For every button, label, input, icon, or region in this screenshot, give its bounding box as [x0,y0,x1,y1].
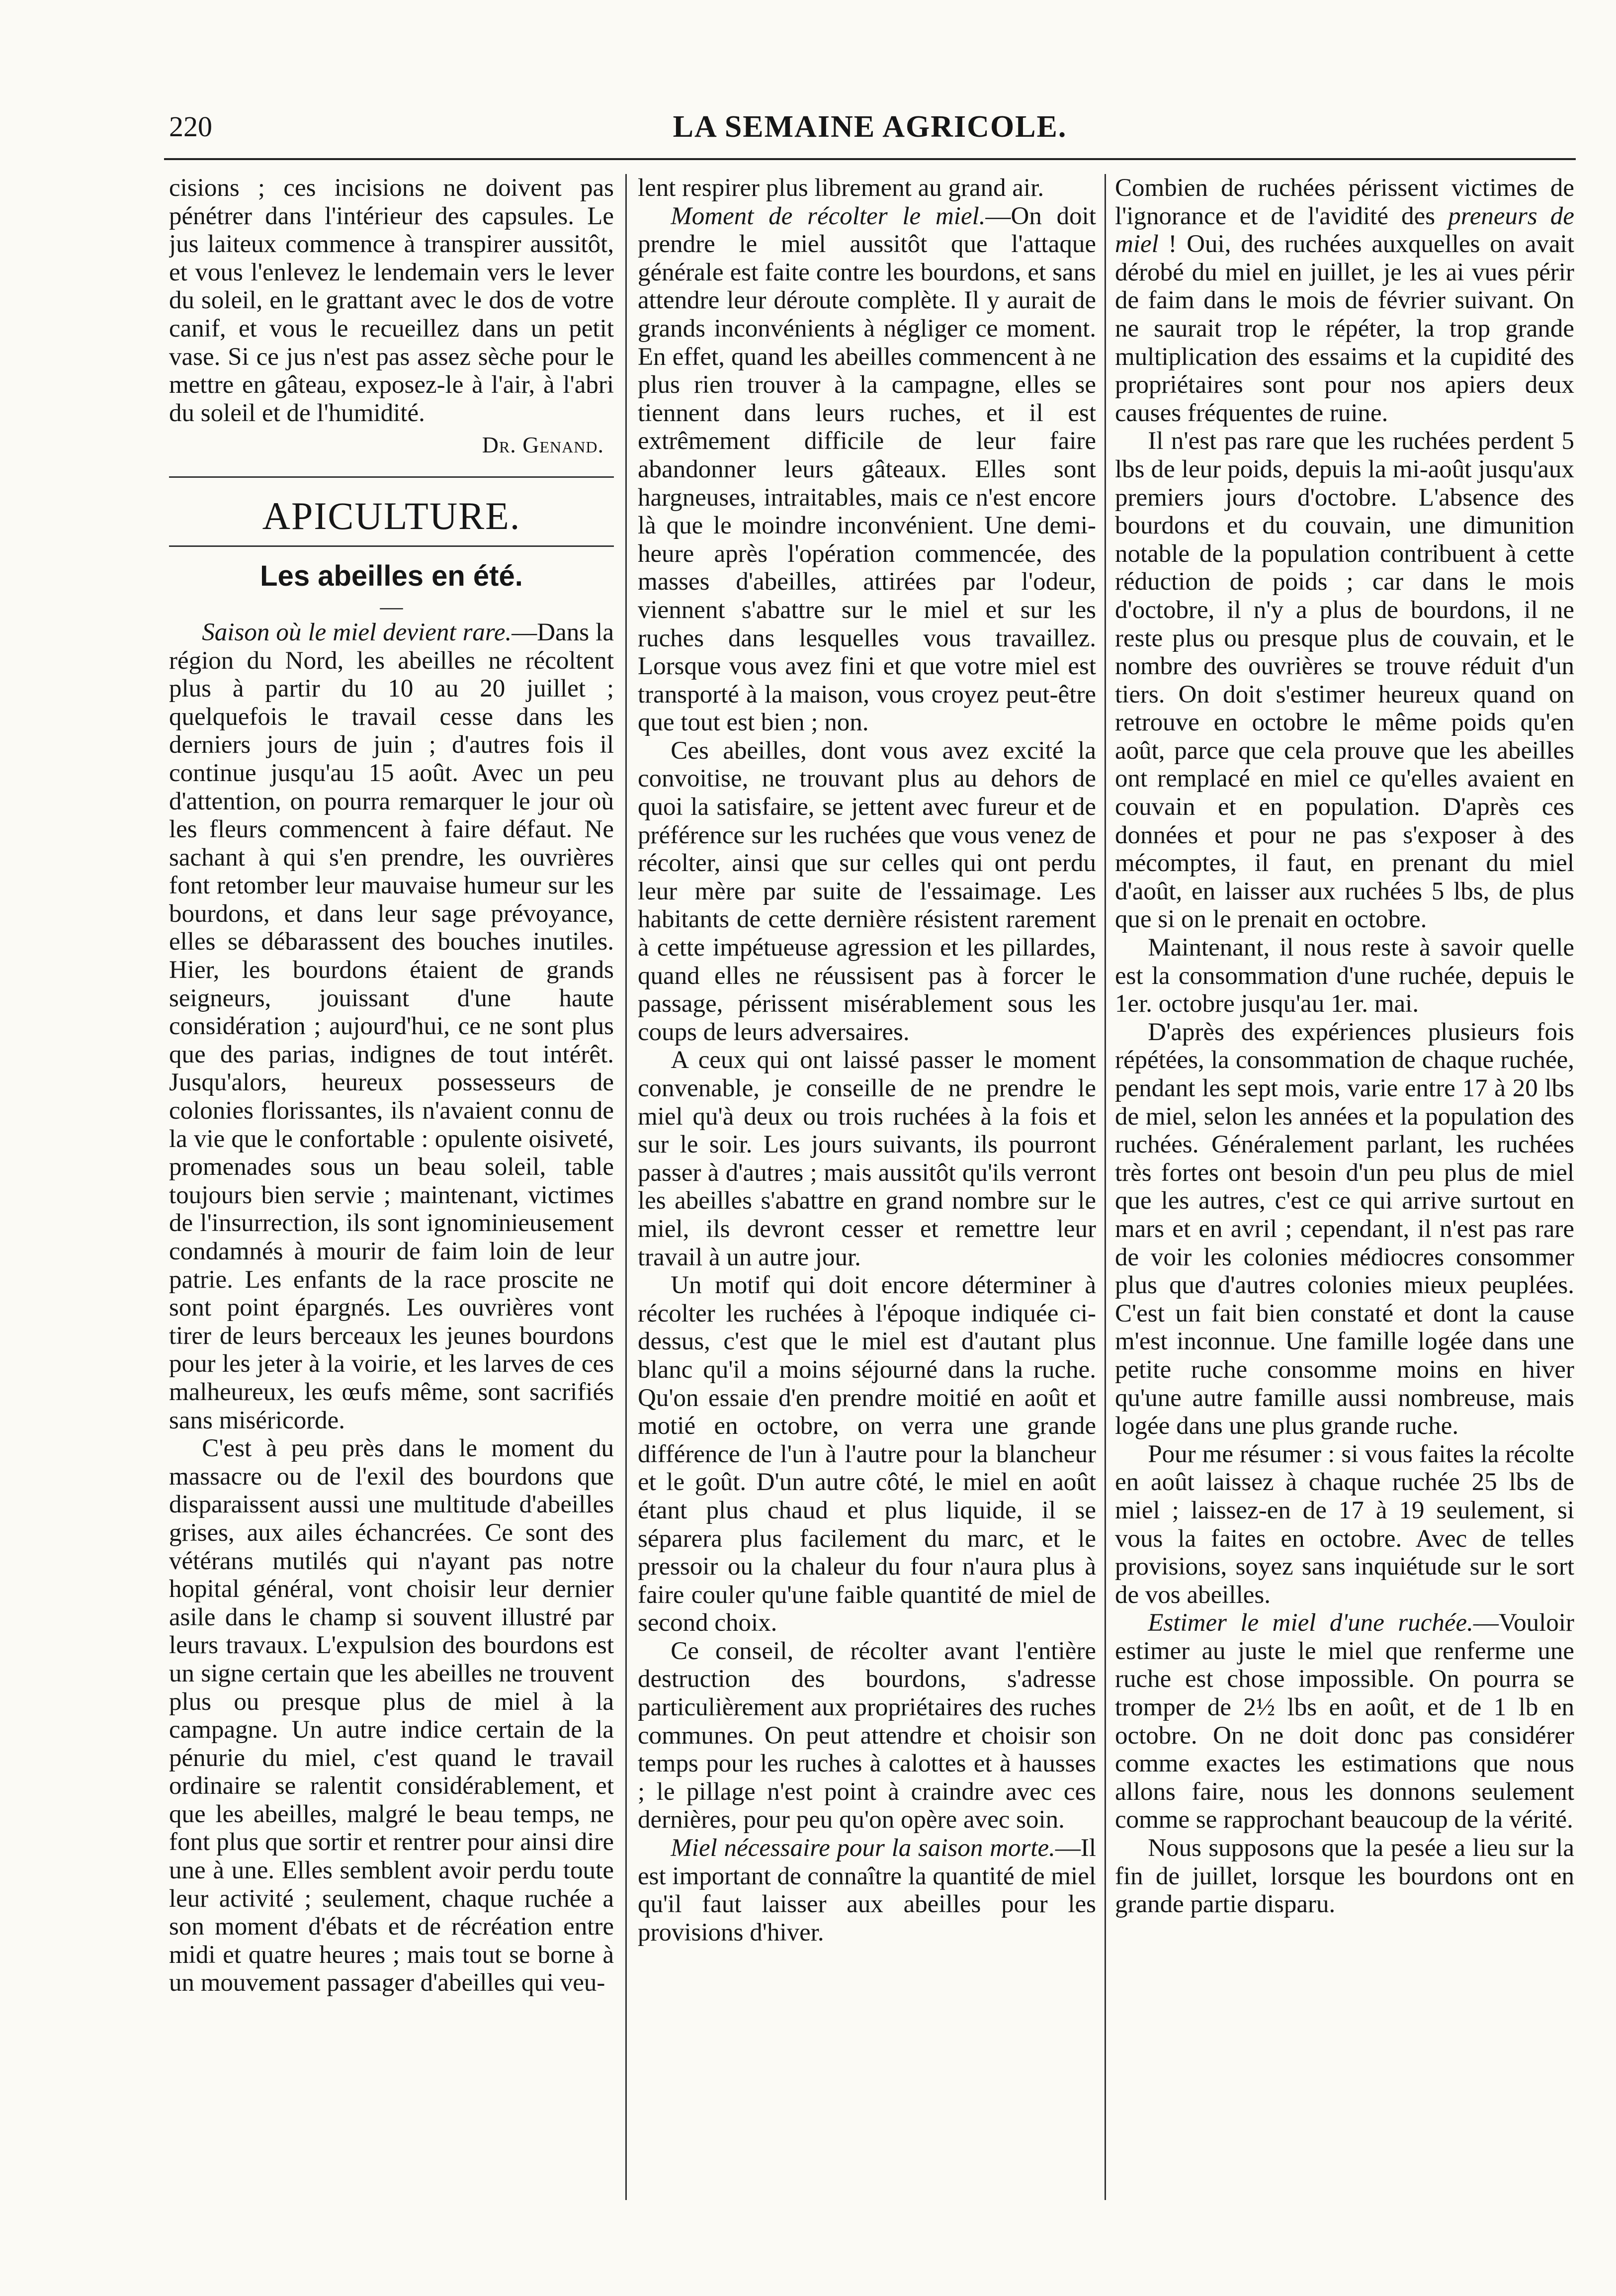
author-signature: Dr. Genand. [482,432,604,458]
paragraph: Miel nécessaire pour la saison morte.—Il est important de connaître la quantité de miel qu'il faut laisser aux abeilles pour les provisions d'hiver. [638,1834,1096,1946]
paragraph: D'après des expériences plusieurs fois répétées, la consommation de chaque ruchée, pendant les sept mois, varie entre 17 à 20 lbs de miel, selon les années et la population des ruchées. Généralement parlant, les ruchées très fortes ont besoin d'un peu plus de miel que les autres, c'est ce qui arrive surtout en mars et en avril ; cependant, il n'est pas rare de voir les colonies médiocres consommer plus que d'autres colonies mieux peuplées. C'est un fait bien constaté et dont la cause m'est inconnue. Une famille logée dans une petite ruche consomme moins en hiver qu'une autre famille aussi nombreuse, mais logée dans une plus grande ruche. [1115,1018,1574,1440]
column-right [1115,174,1574,2203]
article-title: Les abeilles en été. [260,559,523,592]
paragraph: Estimer le miel d'une ruchée.—Vouloir estimer au juste le miel que renferme une ruche est chose impossible. On pourra se tromper de 2½ lbs en août, et de 1 lb en octobre. On ne doit donc pas considérer comme exactes les estimations que nous allons faire, nous les donnons seulement comme se rapprochant beaucoup de la vérité. [1115,1609,1574,1834]
paragraph: Saison où le miel devient rare.—Dans la région du Nord, les abeilles ne récoltent plus à partir du 10 au 20 juillet ; quelquefois le travail cesse dans les derniers jours de juin ; d'autres fois il continue jusqu'au 15 août. Avec un peu d'attention, on pourra remarquer le jour où les fleurs commencent à faire défaut. Ne sachant à qui s'en prendre, les ouvrières font retomber leur mauvaise humeur sur les bourdons, et dans leur sage prévoyance, elles se débarassent des bouches inutiles. Hier, les bourdons étaient de grands seigneurs, jouissant d'une haute considération ; aujourd'hui, ce ne sont plus que des parias, indignes de tout intérêt. Jusqu'alors, heureux possesseurs de colonies florissantes, ils n'avaient connu de la vie que le confortable : opulente oisiveté, promenades sous un beau soleil, table toujours bien servie ; maintenant, victimes de l'insurrection, ils sont ignominieusement condamnés à mourir de faim loin de leur patrie. Les enfants de la race proscite ne sont point épargnés. Les ouvrières vont tirer de leurs berceaux les jeunes bourdons pour les jeter à la voirie, et les larves de ces malheureux, les œufs même, sont sacrifiés sans miséricorde. [169,618,614,1434]
paragraph: Ce conseil, de récolter avant l'entière destruction des bourdons, s'adresse particulièrement aux propriétaires des ruches communes. On peut attendre et choisir son temps pour les ruches à calottes et à hausses ; le pillage n'est point à craindre avec ces dernières, pour peu qu'on opère avec soin. [638,1637,1096,1834]
paragraph: cisions ; ces incisions ne doivent pas pénétrer dans l'intérieur des capsules. Le jus laiteux commence à transpirer aussitôt, et vous l'enlevez le lendemain vers le lever du soleil, en le grattant avec le dos de votre canif, et vous le recueillez dans un petit vase. Si ce jus n'est pas assez sèche pour le mettre en gâteau, exposez-le à l'air, à l'abri du soleil et de l'humidité. [169,174,614,427]
paragraph: Un motif qui doit encore déterminer à récolter les ruchées à l'époque indiquée ci-dessus, c'est que le miel est d'autant plus blanc qu'il a moins séjourné dans la ruche. Qu'on essaie d'en prendre moitié en août et motié en octobre, on verra une grande différence de l'un à l'autre pour la blancheur et le goût. D'un autre côté, le miel en août étant plus chaud et plus liquide, il se séparera plus facilement du marc, et le pressoir ou la chaleur du four n'aura plus à faire couler qu'une faible quantité de miel de second choix. [638,1271,1096,1637]
title-dash: — [380,593,403,619]
column-divider [625,174,627,2200]
subheading: Saison où le miel devient rare. [202,618,512,646]
page-header [164,107,1576,152]
paragraph: lent respirer plus librement au grand air. [638,174,1044,202]
paragraph: Moment de récolter le miel.—On doit prendre le miel aussitôt que l'attaque générale est faite contre les bourdons, et sans attendre leur déroute complète. Il y aurait de grands inconvénients à négliger ce moment. En effet, quand les abeilles commencent à ne plus rien trouver à la campagne, elles se tiennent dans leurs ruches, et il est extrêmement difficile de leur faire abandonner leurs gâteaux. Elles sont hargneuses, intraitables, mais ce n'est encore là que le moindre inconvénient. Une demi-heure après l'opération commencée, des masses d'abeilles, attirées par l'odeur, viennent s'abattre sur le miel et sur les ruches dans lesquelles vous travaillez. Lorsque vous avez fini et que votre miel est transporté à la maison, vous croyez peut-être que tout est bien ; non. [638,202,1096,737]
subheading: Miel nécessaire pour la saison morte. [671,1834,1055,1862]
page-number: 220 [169,110,212,143]
subheading: Moment de récolter le miel. [671,202,986,230]
paragraph: Pour me résumer : si vous faites la récolte en août laissez à chaque ruchée 25 lbs de miel ; laissez-en de 17 à 19 seulement, si vous la faites en octobre. Avec de telles provisions, soyez sans inquiétude sur le sort de vos abeilles. [1115,1440,1574,1609]
header-rule [164,158,1576,160]
section-rule [169,545,614,547]
paragraph: Nous supposons que la pesée a lieu sur la fin de juillet, lorsque les bourdons ont en grande partie disparu. [1115,1834,1574,1919]
paragraph: A ceux qui ont laissé passer le moment convenable, je conseille de ne prendre le miel qu'à deux ou trois ruchées à la fois et sur le soir. Les jours suivants, ils pourront passer à d'autres ; mais aussitôt qu'ils verront les abeilles s'abattre en grand nombre sur le miel, ils devront cesser et remettre leur travail à un autre jour. [638,1046,1096,1271]
paragraph: Maintenant, il nous reste à savoir quelle est la consommation d'une ruchée, depuis le 1er. octobre jusqu'au 1er. mai. [1115,934,1574,1018]
section-title: APICULTURE. [262,494,521,537]
journal-title: LA SEMAINE AGRICOLE. [673,110,1067,144]
paragraph: Combien de ruchées périssent victimes de l'ignorance et de l'avidité des preneurs de miel ! Oui, des ruchées auxquelles on avait dérobé du miel en juillet, je les ai vues périr de faim dans le mois de février suivant. On ne saurait trop le répéter, la trop grande multiplication des essaims et la cupidité des propriétaires sont pour nos apiers deux causes fréquentes de ruine. [1115,174,1574,427]
paragraph: C'est à peu près dans le moment du massacre ou de l'exil des bourdons que disparaissent aussi une multitude d'abeilles grises, aux ailes échancrées. Ce sont des vétérans mutilés qui n'ayant pas notre hopital général, vont choisir leur dernier asile dans le champ si souvent illustré par leurs travaux. L'expulsion des bourdons est un signe certain que les abeilles ne trouvent plus ou presque plus de miel à la campagne. Un autre indice certain de la pénurie du miel, c'est quand le travail ordinaire se ralentit considérablement, et que les abeilles, malgré le beau temps, ne font plus que sortir et rentrer pour ainsi dire une à une. Elles semblent avoir perdu toute leur activité ; seulement, chaque ruchée a son moment d'ébats et de récréation entre midi et quatre heures ; mais tout se borne à un mouvement passager d'abeilles qui veu- [169,1434,614,1997]
column-middle [638,174,1096,2203]
column-divider [1105,174,1106,2200]
section-rule [169,476,614,478]
paragraph: Ces abeilles, dont vous avez excité la convoitise, ne trouvant plus au dehors de quoi la satisfaire, se jettent avec fureur et de préférence sur les ruchées que vous venez de récolter, ainsi que sur celles qui ont perdu leur mère par suite de l'essaimage. Les habitants de cette dernière résistent rarement à cette impétueuse agression et les pillardes, quand elles ne réussisent pas à forcer le passage, périssent misérablement sous les coups de leurs adversaires. [638,736,1096,1046]
paragraph: Il n'est pas rare que les ruchées perdent 5 lbs de leur poids, depuis la mi-août jusqu'aux premiers jours d'octobre. L'absence des bourdons et du couvain, une dimunition notable de la population contribuent à cette réduction de poids ; car dans le mois d'octobre, il n'y a plus de bourdons, il ne reste plus ou presque plus de couvain, et le nombre des ouvrières se trouve réduit d'un tiers. On doit s'estimer heureux quand on retrouve en octobre le même poids qu'en août, parce que cela prouve que les abeilles ont remplacé en miel ce qu'elles avaient en couvain et en population. D'après ces données et pour ne pas s'exposer à des mécomptes, il faut, en prenant du miel d'août, en laisser aux ruchées 5 lbs, de plus que si on le prenait en octobre. [1115,427,1574,934]
subheading: Estimer le miel d'une ruchée. [1148,1609,1473,1637]
column-left [169,174,614,2203]
